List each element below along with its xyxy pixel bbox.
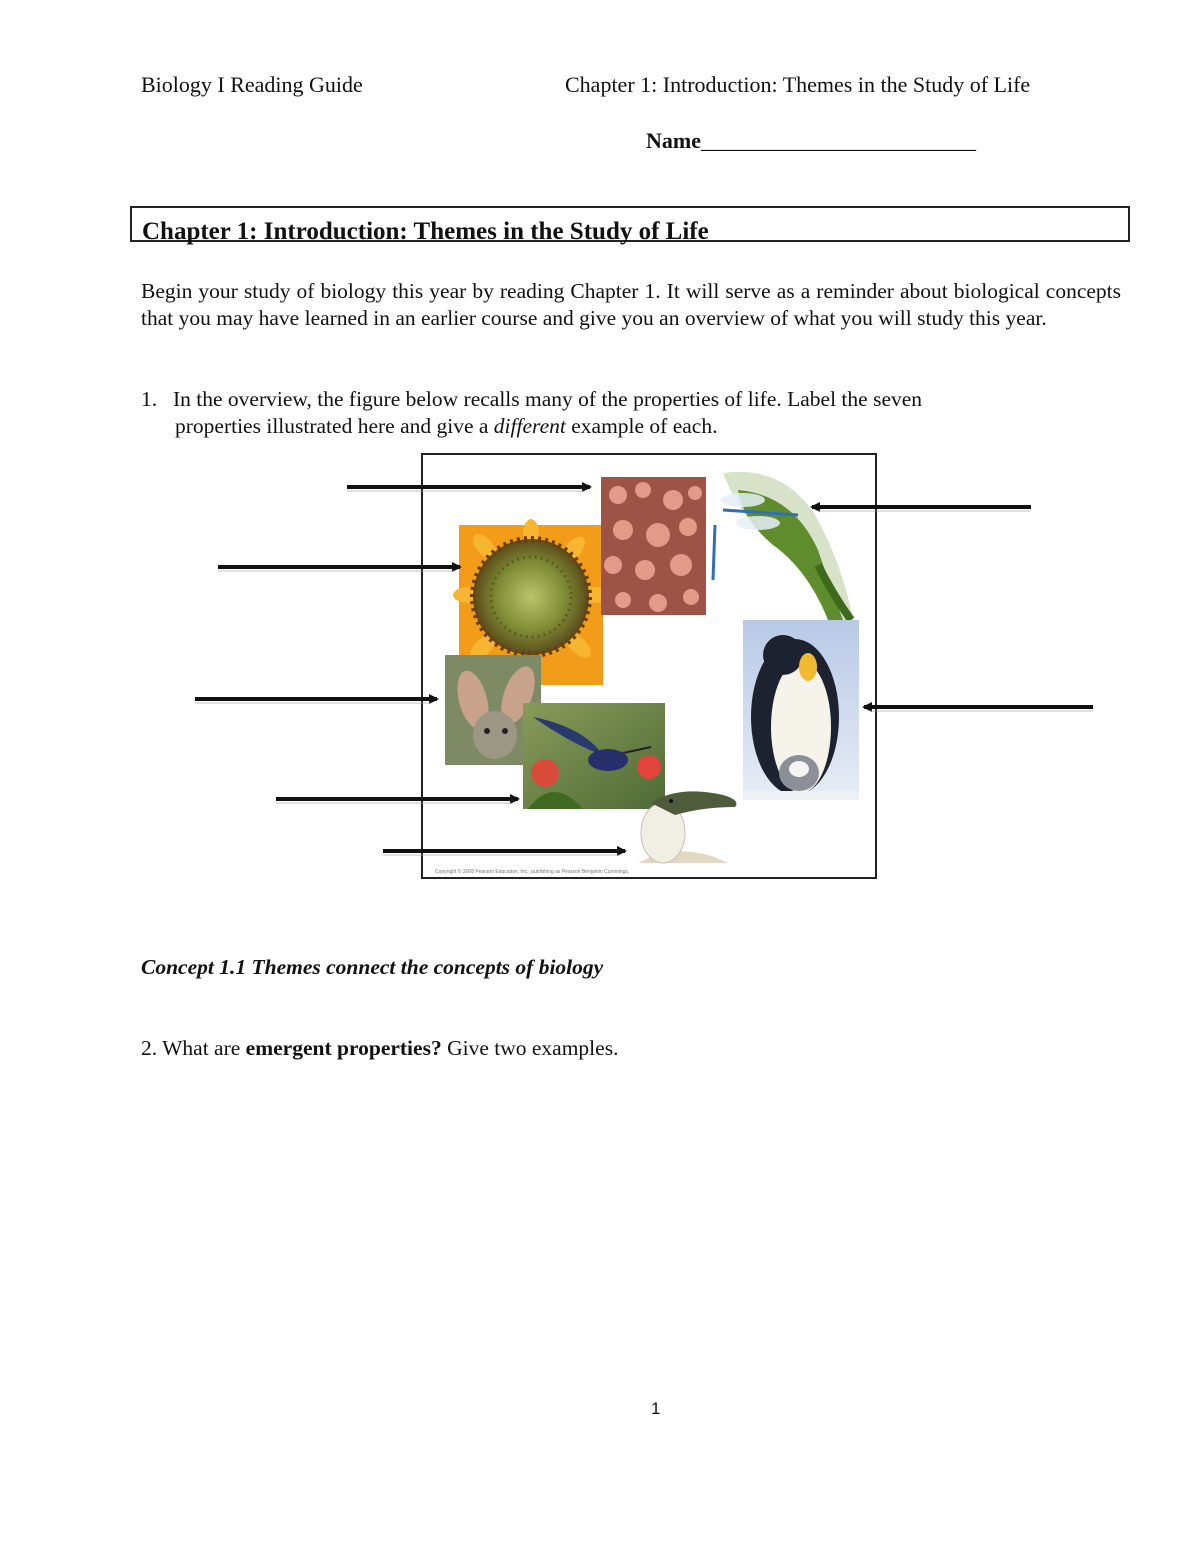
header-left: Biology I Reading Guide — [141, 72, 363, 97]
question-1-line2-b: example of each. — [565, 414, 718, 438]
page-number: 1 — [651, 1399, 661, 1418]
question-2-before: 2. What are — [141, 1036, 246, 1060]
question-1-emphasis: different — [493, 414, 566, 438]
question-1-line2 — [141, 413, 1051, 440]
flytrap-image — [713, 472, 853, 620]
question-1-number: 1. — [141, 387, 158, 411]
figure-collage — [423, 455, 879, 881]
figure-copyright: Copyright © 2008 Pearson Education, Inc., publishing as Pearson Benjamin Cummings. — [435, 869, 630, 875]
concept-heading: Concept 1.1 Themes connect the concepts of biology — [141, 955, 604, 979]
name-label: Name — [646, 128, 701, 153]
properties-of-life-figure — [421, 453, 877, 879]
question-1-line1: In the overview, the figure below recalls many of the properties of life. Label the seven — [173, 387, 923, 411]
hummingbird-image — [523, 703, 665, 809]
question-2 — [141, 1036, 618, 1061]
name-field — [646, 128, 976, 154]
question-2-term: emergent properties? — [245, 1036, 442, 1060]
penguin-image — [743, 620, 859, 800]
header-right: Chapter 1: Introduction: Themes in the Study of Life — [565, 72, 1031, 97]
question-2-after: Give two examples. — [441, 1036, 619, 1060]
seahorse-coral-image — [601, 477, 706, 615]
name-blank: _________________________ — [700, 128, 976, 153]
question-1 — [141, 386, 1051, 440]
chapter-title: Chapter 1: Introduction: Themes in the Study of Life — [142, 218, 709, 245]
crocodile-image — [638, 791, 737, 863]
question-1-line2-a: properties illustrated here and give a — [175, 414, 494, 438]
intro-paragraph: Begin your study of biology this year by reading Chapter 1. It will serve as a reminder about biological concepts that you may have learned in an earlier course and give you an overview of what you will study this year. — [141, 279, 1121, 330]
